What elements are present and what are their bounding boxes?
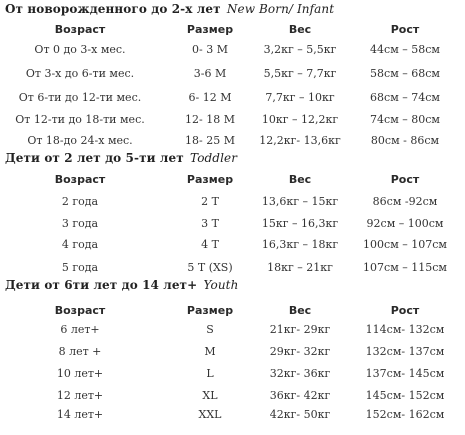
cell-weight: 7,7кг – 10кг — [265, 91, 335, 104]
section-title — [5, 2, 334, 16]
header-size: Размер — [186, 304, 234, 317]
cell-size: XXL — [198, 408, 222, 421]
cell-height: 137см- 145см — [365, 367, 445, 380]
header-size: Размер — [186, 173, 234, 186]
cell-age: От 18-до 24-х мес. — [27, 134, 133, 147]
cell-size: 4 T — [201, 238, 219, 251]
cell-height: 145см- 152см — [365, 389, 445, 402]
table-row — [0, 193, 465, 211]
cell-age: От 12-ти до 18-ти мес. — [15, 113, 145, 126]
table-row — [0, 406, 465, 424]
cell-height: 152см- 162см — [365, 408, 445, 421]
cell-weight: 16,3кг – 18кг — [261, 238, 339, 251]
table-row — [0, 89, 465, 107]
cell-height: 86см -92см — [372, 195, 438, 208]
cell-age: 14 лет+ — [56, 408, 104, 421]
header-age: Возраст — [54, 23, 106, 36]
header-age: Возраст — [54, 304, 106, 317]
cell-height: 58см – 68см — [370, 67, 440, 80]
table-header — [0, 21, 465, 39]
cell-age: 5 года — [61, 261, 99, 274]
cell-age: 2 года — [61, 195, 99, 208]
table-row — [0, 236, 465, 254]
header-height: Рост — [390, 23, 420, 36]
header-age: Возраст — [54, 173, 106, 186]
cell-weight: 18кг – 21кг — [267, 261, 333, 274]
table-row — [0, 387, 465, 405]
cell-weight: 29кг- 32кг — [269, 345, 331, 358]
cell-height: 107см – 115см — [363, 261, 447, 274]
cell-weight: 42кг- 50кг — [269, 408, 331, 421]
cell-size: 0- 3 M — [192, 43, 228, 56]
cell-size: 6- 12 M — [188, 91, 232, 104]
cell-size: 12- 18 M — [185, 113, 235, 126]
table-row — [0, 321, 465, 339]
cell-size: 5 T (XS) — [187, 261, 233, 274]
cell-age: 3 года — [61, 217, 99, 230]
cell-age: 8 лет + — [58, 345, 102, 358]
table-header — [0, 302, 465, 320]
cell-weight: 15кг – 16,3кг — [261, 217, 339, 230]
table-row — [0, 65, 465, 83]
section-subtitle: New Born/ Infant — [226, 2, 335, 16]
cell-weight: 3,2кг – 5,5кг — [263, 43, 337, 56]
cell-height: 74см – 80см — [370, 113, 440, 126]
cell-size: M — [204, 345, 216, 358]
cell-weight: 21кг- 29кг — [269, 323, 331, 336]
cell-age: От 0 до 3-х мес. — [34, 43, 126, 56]
cell-weight: 10кг – 12,2кг — [261, 113, 339, 126]
cell-weight: 32кг- 36кг — [269, 367, 331, 380]
header-height: Рост — [390, 173, 420, 186]
cell-weight: 13,6кг – 15кг — [261, 195, 339, 208]
cell-size: S — [206, 323, 214, 336]
cell-size: 3 T — [201, 217, 219, 230]
table-row — [0, 365, 465, 383]
section-title — [5, 151, 237, 165]
cell-height: 68см – 74см — [370, 91, 440, 104]
cell-age: От 6-ти до 12-ти мес. — [18, 91, 142, 104]
cell-age: 4 года — [61, 238, 99, 251]
cell-height: 92см – 100см — [366, 217, 444, 230]
cell-age: 6 лет+ — [60, 323, 100, 336]
section-title-text: Дети от 6ти лет до 14 лет+ — [5, 278, 198, 292]
header-size: Размер — [186, 23, 234, 36]
cell-size: 3-6 M — [193, 67, 227, 80]
cell-height: 80см - 86см — [370, 134, 440, 147]
cell-size: L — [206, 367, 214, 380]
cell-height: 132см- 137см — [365, 345, 445, 358]
header-weight: Вес — [288, 173, 312, 186]
table-row — [0, 111, 465, 129]
header-weight: Вес — [288, 23, 312, 36]
cell-size: 18- 25 M — [185, 134, 235, 147]
cell-weight: 12,2кг- 13,6кг — [259, 134, 341, 147]
cell-age: 12 лет+ — [56, 389, 104, 402]
cell-height: 44см – 58см — [370, 43, 440, 56]
table-row — [0, 41, 465, 59]
header-height: Рост — [390, 304, 420, 317]
cell-height: 100см – 107см — [363, 238, 447, 251]
table-row — [0, 132, 465, 150]
table-row — [0, 215, 465, 233]
section-subtitle: Youth — [203, 278, 239, 292]
cell-weight: 5,5кг – 7,7кг — [263, 67, 337, 80]
cell-size: 2 T — [201, 195, 219, 208]
table-row — [0, 343, 465, 361]
cell-height: 114см- 132см — [365, 323, 445, 336]
table-row — [0, 259, 465, 277]
section-subtitle: Toddler — [190, 151, 238, 165]
cell-weight: 36кг- 42кг — [269, 389, 331, 402]
cell-age: От 3-х до 6-ти мес. — [25, 67, 135, 80]
cell-size: XL — [202, 389, 218, 402]
section-title-text: От новорожденного до 2-х лет — [5, 2, 221, 16]
cell-age: 10 лет+ — [56, 367, 104, 380]
header-weight: Вес — [288, 304, 312, 317]
section-title-text: Дети от 2 лет до 5-ти лет — [5, 151, 184, 165]
section-title — [5, 278, 238, 292]
table-header — [0, 171, 465, 189]
